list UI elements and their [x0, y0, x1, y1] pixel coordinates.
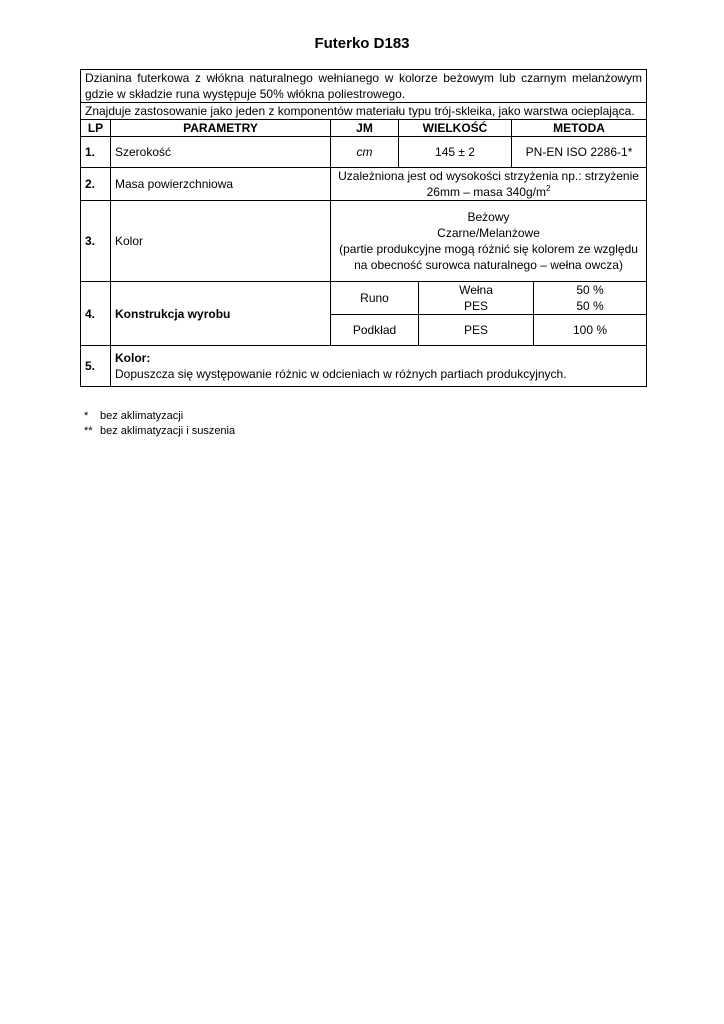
layer-label: Runo	[331, 282, 419, 315]
percent-text: 50 %	[576, 283, 604, 297]
color-option: Czarne/Melanżowe	[437, 226, 540, 240]
document-title: Futerko D183	[314, 35, 410, 52]
footnote-text: bez aklimatyzacji	[100, 410, 184, 422]
layer-percent	[534, 282, 647, 315]
remark	[111, 346, 647, 387]
table-row	[81, 346, 647, 387]
table-row	[81, 168, 647, 201]
footnote	[84, 409, 235, 424]
header-lp: LP	[81, 120, 111, 137]
row-number: 2.	[81, 168, 111, 201]
color-option: Beżowy	[467, 210, 510, 224]
value-superscript: 2	[545, 184, 551, 193]
footnote-symbol: *	[84, 410, 89, 422]
layer-material	[419, 282, 534, 315]
layer-percent: 100 %	[534, 315, 647, 346]
material-text: Wełna	[459, 283, 493, 297]
table-row	[81, 282, 647, 315]
footnote	[84, 424, 235, 439]
value	[331, 201, 647, 282]
value: 145 ± 2	[399, 137, 512, 168]
description-1: Dzianina futerkowa z włókna naturalnego wełnianego w kolorze beżowym lub czarnym melanżowym gdzie w składzie runa występuje 50% włókna poliestrowego.	[81, 70, 647, 103]
description-2: Znajduje zastosowanie jako jeden z komponentów materiału typu trój-skleika, jako warstwa ocieplająca.	[81, 103, 647, 120]
row-number: 5.	[81, 346, 111, 387]
param-name: Masa powierzchniowa	[111, 168, 331, 201]
remark-label: Kolor:	[115, 351, 151, 365]
footnote-text: bez aklimatyzacji i suszenia	[100, 425, 236, 437]
table-header-row	[81, 120, 647, 137]
color-note: (partie produkcyjne mogą różnić się kolorem ze względu na obecność surowca naturalnego – wełna owcza)	[339, 242, 638, 272]
table-row	[81, 201, 647, 282]
row-number: 1.	[81, 137, 111, 168]
param-name: Szerokość	[111, 137, 331, 168]
row-number: 4.	[81, 282, 111, 346]
param-name: Kolor	[111, 201, 331, 282]
value-text: Uzależniona jest od wysokości strzyżenia np.: strzyżenie 26mm – masa 340g/m	[338, 169, 639, 199]
method: PN-EN ISO 2286-1*	[512, 137, 647, 168]
header-parametry: PARAMETRY	[111, 120, 331, 137]
material-text: PES	[463, 299, 488, 313]
spec-table	[80, 69, 647, 387]
header-jm: JM	[331, 120, 399, 137]
header-wielkosc: WIELKOŚĆ	[399, 120, 512, 137]
param-name: Konstrukcja wyrobu	[111, 282, 331, 346]
remark-text: Dopuszcza się występowanie różnic w odcieniach w różnych partiach produkcyjnych.	[115, 367, 567, 381]
footnotes	[84, 409, 235, 439]
table-row	[81, 137, 647, 168]
header-metoda: METODA	[512, 120, 647, 137]
value	[331, 168, 647, 201]
row-number: 3.	[81, 201, 111, 282]
unit: cm	[331, 137, 399, 168]
percent-text: 50 %	[576, 299, 604, 313]
layer-label: Podkład	[331, 315, 419, 346]
footnote-symbol: **	[84, 425, 93, 437]
layer-material: PES	[419, 315, 534, 346]
